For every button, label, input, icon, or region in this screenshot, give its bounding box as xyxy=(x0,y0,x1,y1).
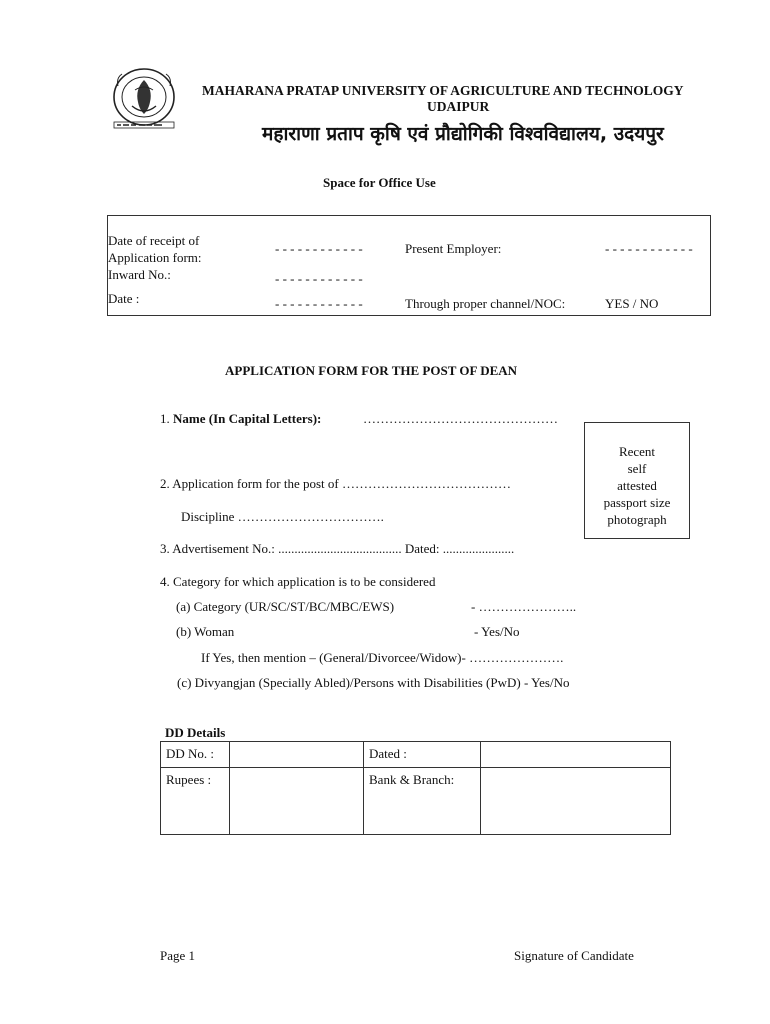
rupees-input[interactable] xyxy=(230,768,364,835)
page-number: Page 1 xyxy=(160,948,196,963)
dd-no-label: DD No. : xyxy=(161,742,230,768)
university-seal-logo xyxy=(108,66,180,132)
present-employer-label: Present Employer: xyxy=(405,241,502,256)
city-name-en: UDAIPUR xyxy=(427,99,490,114)
advertisement-field[interactable]: 3. Advertisement No.: ...................................... Dated: ...................... xyxy=(160,541,515,556)
discipline-field[interactable]: Discipline ……………………………. xyxy=(181,509,384,524)
signature-label: Signature of Candidate xyxy=(514,948,634,963)
proper-channel-label: Through proper channel/NOC: xyxy=(405,296,566,311)
category-input-line[interactable]: - ………………….. xyxy=(471,599,577,614)
divyangjan-field[interactable]: (c) Divyangjan (Specially Abled)/Persons with Disabilities (PwD) - Yes/No xyxy=(177,675,570,690)
photo-box: Recent self attested passport size photograph xyxy=(584,422,690,539)
bank-branch-label: Bank & Branch: xyxy=(364,768,481,835)
name-field: 1. Name (In Capital Letters): xyxy=(160,411,322,426)
table-row xyxy=(161,768,671,835)
category-heading: 4. Category for which application is to be considered xyxy=(160,574,436,589)
rupees-label: Rupees : xyxy=(161,768,230,835)
dated-input[interactable] xyxy=(481,742,671,768)
bank-branch-input[interactable] xyxy=(481,768,671,835)
inward-no-blank: - - - - - - - - - - - - xyxy=(275,271,363,286)
date-label: Date : xyxy=(108,291,140,306)
post-field[interactable]: 2. Application form for the post of ………………………………… xyxy=(160,476,511,491)
date-blank: - - - - - - - - - - - - xyxy=(275,296,363,311)
university-name-hi: महाराणा प्रताप कृषि एवं प्रौद्योगिकी विश्वविद्यालय, उदयपुर xyxy=(262,123,664,145)
if-yes-field[interactable]: If Yes, then mention – (General/Divorcee/Widow)- …………………. xyxy=(201,650,564,665)
university-name-en: MAHARANA PRATAP UNIVERSITY OF AGRICULTURE AND TECHNOLOGY xyxy=(202,83,684,98)
receipt-date-blank: - - - - - - - - - - - - xyxy=(275,241,363,256)
category-label: (a) Category (UR/SC/ST/BC/MBC/EWS) xyxy=(176,599,395,614)
date-of-receipt-label: Date of receipt of Application form: xyxy=(108,233,202,265)
dd-details-heading: DD Details xyxy=(165,725,226,740)
dd-no-input[interactable] xyxy=(230,742,364,768)
woman-yes-no[interactable]: - Yes/No xyxy=(474,624,520,639)
dated-label: Dated : xyxy=(364,742,481,768)
woman-label: (b) Woman xyxy=(176,624,235,639)
inward-no-label: Inward No.: xyxy=(108,267,171,282)
form-title: APPLICATION FORM FOR THE POST OF DEAN xyxy=(225,363,518,378)
present-employer-blank: - - - - - - - - - - - - xyxy=(605,241,693,256)
office-use-heading: Space for Office Use xyxy=(323,175,436,190)
dd-details-table xyxy=(160,741,671,835)
table-row xyxy=(161,742,671,768)
name-input-line[interactable]: ……………………………………… xyxy=(363,411,558,426)
yes-no-option: YES / NO xyxy=(605,296,659,311)
